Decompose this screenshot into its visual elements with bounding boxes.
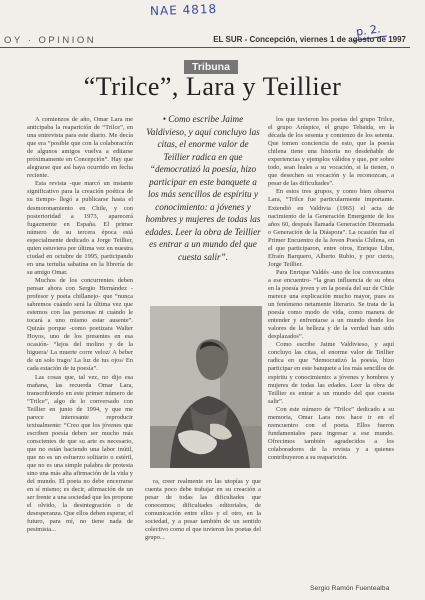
column-tag: Tribuna [184,60,238,74]
section-name: OY · OPINION [4,35,97,46]
masthead [0,35,410,48]
pull-quote: • Como escribe Jaime Valdivieso, y aquí concluyo las citas, el enorme valor de Teillier radica en que “democratizó la poesía, hizo participar en este banquete a los más sencillos de espíritu y conocimiento: a jóvenes y hombres y mujeres de todas las edades. Leer la obra de Teillier es entrar a un mundo del que cuesta salir”. [145,114,261,262]
body-paragraph: Muchos de los concurrentes deben pensar ahora con Sergio Hernández -profesor y poeta chillanejo- que “nunca sabremos cuándo será la última vez que estemos con las personas ni cuándo le tocará a uno mismo estar ausente”. Quizás porque -como poetizara Walter Hoyos, uno de los presentes en esa ocasión- “lejos del molino y de la higuera/ La muerte corre veloz/ A beber de un solo trago/ La luz de tus ojos/ En cada estación de tu poesía”. [27,276,133,373]
body-paragraph: Con este número de “Trilce” dedicado a su memoria, Omar Lara nos hace ir en el reencuentro con el poeta. Ellos fueron fundamentales para ingresar a ese mundo. Ofrecimos también agradecidos a los colaboradores de la revista y a quienes contribuyeron a su reaparición. [268,405,394,461]
body-paragraph: Como escribe Jaime Valdivieso, y aquí concluyo las citas, el enorme valor de Teillier radica en que “democratizó la poesía, hizo participar en este banquete a los más sencillos de espíritu y conocimiento: a jóvenes y hombres y mujeres de todas las edades. Leer la obra de Teillier es entrar a un mundo del que cuesta salir”. [268,341,394,405]
handwritten-page-mark: p. 2. [355,22,382,39]
body-column-right [268,116,394,560]
edition-line: EL SUR - Concepción, viernes 1 de agosto de 1997 [213,35,406,44]
body-paragraph: Para Enrique Valdés -uno de los convocantes a ese encuentro- “la gran influencia de su obra en la poesía joven y en la poesía del sur de Chile merece una explicación mucho mayor, pues es un fenómeno netamente literario. Se trata de la poesía como modo de vida, como manera de entender y enfrentarse a un mundo donde los valores de la belleza y de la verdad han sido desplazados”. [268,268,394,341]
body-paragraph: los que tuvieron los poetas del grupo Trilce, el grupo Arúspice, el grupo Tebaida, en la década de los sesenta y comienzo de los setenta. Que tomen conciencia de esto, que la poesía chilena tiene una historia no desdeñable de experiencias y ejemplos válidos y que, por sobre todo, sean leales a su vocación, si la tienen, o que desechen su vocación y la reconozcan, a pesar de las dificultades”. [268,116,394,188]
author-photo [150,306,262,468]
archive-handwritten-code: NAE 4818 [149,1,218,19]
headline: “Trilce”, Lara y Teillier [83,72,342,101]
body-column-left [27,116,133,598]
body-column-middle [145,478,261,570]
author-byline: Sergio Ramón Fuentealba [310,585,390,592]
portrait-image [150,306,262,468]
body-paragraph: En estos tres grupos, y como bien observa Lara, “Trilce fue particularmente importante. Extendió en Valdivia (1965) el acta de nacimiento de la Generación Emergente de los años 60, después llamada Generación Diezmada o Generación de la Diáspora”. La ocasión fue el Primer Encuentro de la Joven Poesía Chilena, en el que participaron, entre otros, Enrique Lihn, Efraín Barquero, Alberto Rubio, y por cierto, Jorge Teillier. [268,188,394,268]
body-paragraph: Esta revista -que marcó un instante significativo para la creación poética de su tiempo- llegó a publicarse hasta el desmoronamiento en Chile, y con posterioridad a 1973, aparecerá fugazmente en España. El primer número de su tercera época está especialmente dedicado a Jorge Teillier, quien estuviera por última vez en nuestra ciudad en octubre de 1995, participando en una tertulia sabatina en la librería de su amigo Omar. [27,180,133,276]
body-paragraph: Las cosas que, tal vez, no dijo esa mañana, las recuerda Omar Lara, transcribiendo en este primer número de “Trilce”, algo de lo conversado con Teillier en junio de 1994, y que me parece interesante reproducir textualmente: “Creo que los jóvenes que escriben poesía deben ser mucho más conscientes de que su arte es necesario, que no están haciendo una labor inútil, que no es un esfuerzo solitario o estéril, que no es una simple palabra de protesta sino una más alta afirmación de la vida y del mundo. El poeta no debe encerrarse en sí mismo; es decir, afirmación de un ser frente a una sociedad que les propone el olvido, la desintegración o de desesperanza. Que ellos deben esperar, el futuro, para mí, no tiene nada de pesimista... [27,373,133,534]
body-paragraph: A comienzos de año, Omar Lara me anticipaba la reaparición de “Trilce”, en una entrevista para este diario. Me decía que era “posible que con la colaboración de algunos amigos vuelva a editarse próximamente en Concepción”. Hay que alegrarse que así haya ocurrido en fecha reciente. [27,116,133,180]
body-paragraph: ra, creer realmente en las utopías y que cuenta poco debe trabajar en su creación a pesar de todas las dificultades que conocemos; dificultades editoriales, de comunicación entre ellos y el otro, en la sociedad, y a pesar también de un sentido colectivo como el que tuvieron los poetas del grupo... [145,478,261,542]
